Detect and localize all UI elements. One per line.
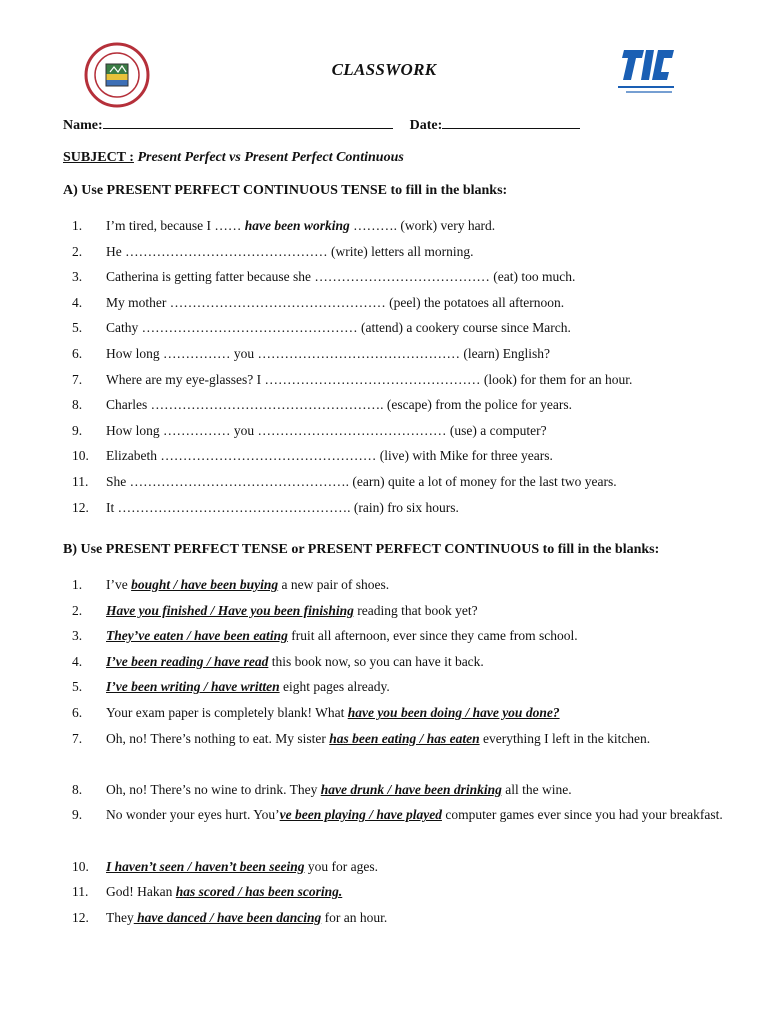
item-text-after: you for ages. <box>304 858 378 874</box>
item-text: Catherina is getting fatter because she ………………………………… (eat) too much. <box>106 269 576 285</box>
item-answer: I haven’t seen / haven’t been seeing <box>106 858 305 874</box>
item-answer: has scored / has been scoring. <box>175 884 343 900</box>
item-text: Cathy ………………………………………… (attend) a cookery course since March. <box>106 320 571 336</box>
section-b-list <box>72 572 726 930</box>
list-item <box>72 392 632 418</box>
item-text: They <box>106 909 134 925</box>
item-number: 2. <box>72 602 83 618</box>
item-number: 12. <box>72 909 89 925</box>
item-text: Your exam paper is completely blank! What <box>106 704 348 720</box>
list-item <box>72 802 726 853</box>
section-a-heading: A) Use PRESENT PERFECT CONTINUOUS TENSE to fill in the blanks: <box>63 183 508 198</box>
list-item <box>72 854 726 880</box>
item-answer: have you been doing / have you done? <box>347 704 560 720</box>
item-text: How long …………… you …………………………………… (use) a computer? <box>106 422 547 438</box>
item-text: I’m tired, because I …… <box>106 218 245 233</box>
item-number: 9. <box>72 422 83 438</box>
item-answer: bought / have been buying <box>131 577 279 592</box>
list-item <box>72 315 632 341</box>
item-answer: have danced / have been dancing <box>133 909 322 925</box>
list-item <box>72 649 726 675</box>
list-item <box>72 674 726 700</box>
date-label: Date: <box>409 118 443 133</box>
list-item <box>72 341 632 367</box>
list-item <box>72 879 726 905</box>
name-label: Name: <box>63 118 103 133</box>
item-text: He ……………………………………… (write) letters all morning. <box>106 243 474 259</box>
date-field[interactable] <box>442 116 580 129</box>
item-text-after: everything I left in the kitchen. <box>479 730 651 746</box>
item-text-after: a new pair of shoes. <box>278 577 390 592</box>
list-item <box>72 572 726 598</box>
item-number: 4. <box>72 294 83 310</box>
list-item <box>72 598 726 624</box>
item-number: 1. <box>72 218 83 233</box>
list-item <box>72 495 632 521</box>
list-item <box>72 290 632 316</box>
item-text: Oh, no! There’s no wine to drink. They <box>106 781 321 797</box>
item-number: 2. <box>72 243 83 259</box>
list-item <box>72 443 632 469</box>
item-answer: Have you finished / Have you been finishing <box>106 602 354 618</box>
item-number: 10. <box>72 858 89 874</box>
item-text-after: all the wine. <box>501 781 572 797</box>
item-answer: I’ve been reading / have read <box>106 653 269 669</box>
list-item <box>72 469 632 495</box>
item-text: God! Hakan <box>106 884 176 900</box>
list-item <box>72 367 632 393</box>
item-answer: have drunk / have been drinking <box>320 781 502 797</box>
item-text-after: eight pages already. <box>279 679 390 695</box>
item-number: 5. <box>72 320 83 336</box>
item-answer: I’ve been writing / have written <box>106 679 280 695</box>
page-title: CLASSWORK <box>331 60 437 79</box>
item-answer: ve been playing / have played <box>279 807 442 823</box>
item-number: 12. <box>72 499 89 515</box>
item-text: I’ve <box>106 577 132 592</box>
item-text-after: for an hour. <box>321 909 388 925</box>
list-item <box>72 905 726 931</box>
item-text-after: computer games ever since you had your breakfast. <box>441 807 723 823</box>
item-text: Oh, no! There’s nothing to eat. My sister <box>106 730 330 746</box>
item-number: 10. <box>72 448 89 464</box>
item-number: 1. <box>72 577 83 592</box>
item-text: Where are my eye-glasses? I ………………………………………… (look) for them for an hour. <box>106 371 633 387</box>
subject-text: Present Perfect vs Present Perfect Continuous <box>137 150 404 165</box>
item-number: 7. <box>72 730 83 746</box>
item-number: 8. <box>72 781 83 797</box>
list-item <box>72 239 632 265</box>
item-text: Charles ……………………………………………. (escape) from the police for years. <box>106 397 573 413</box>
item-text: She …………………………………………. (earn) quite a lot of money for the last two years. <box>106 473 617 489</box>
list-item <box>72 623 726 649</box>
name-field[interactable] <box>103 116 393 129</box>
item-text-after: fruit all afternoon, ever since they came from school. <box>287 628 578 644</box>
section-a-list <box>72 213 632 520</box>
subject-line <box>63 150 404 166</box>
item-number: 3. <box>72 269 83 285</box>
item-answer: They’ve eaten / have been eating <box>106 628 288 644</box>
item-text: Elizabeth ………………………………………… (live) with Mike for three years. <box>106 448 553 464</box>
item-text: No wonder your eyes hurt. You’ <box>106 807 280 823</box>
section-b-heading: B) Use PRESENT PERFECT TENSE or PRESENT PERFECT CONTINUOUS to fill in the blanks: <box>63 542 660 557</box>
item-number: 9. <box>72 807 83 823</box>
item-text-after: ………. (work) very hard. <box>349 218 496 233</box>
list-item <box>72 264 632 290</box>
item-number: 7. <box>72 371 83 387</box>
item-answer: have been working <box>244 218 350 233</box>
list-item <box>72 213 632 239</box>
list-item <box>72 726 726 777</box>
item-text: It ……………………………………………. (rain) fro six hours. <box>106 499 459 515</box>
name-date-line <box>63 116 580 134</box>
item-answer: has been eating / has eaten <box>329 730 480 746</box>
item-number: 3. <box>72 628 83 644</box>
list-item <box>72 418 632 444</box>
item-number: 8. <box>72 397 83 413</box>
item-text: How long …………… you ……………………………………… (learn) English? <box>106 345 550 361</box>
item-number: 11. <box>72 884 89 900</box>
item-number: 5. <box>72 679 83 695</box>
item-text-after: this book now, so you can have it back. <box>268 653 484 669</box>
subject-label: SUBJECT : <box>63 150 134 165</box>
list-item <box>72 700 726 726</box>
item-number: 11. <box>72 473 89 489</box>
item-text-after: reading that book yet? <box>353 602 478 618</box>
item-number: 4. <box>72 653 83 669</box>
list-item <box>72 777 726 803</box>
item-text: My mother ………………………………………… (peel) the potatoes all afternoon. <box>106 294 565 310</box>
item-number: 6. <box>72 704 83 720</box>
item-number: 6. <box>72 345 83 361</box>
